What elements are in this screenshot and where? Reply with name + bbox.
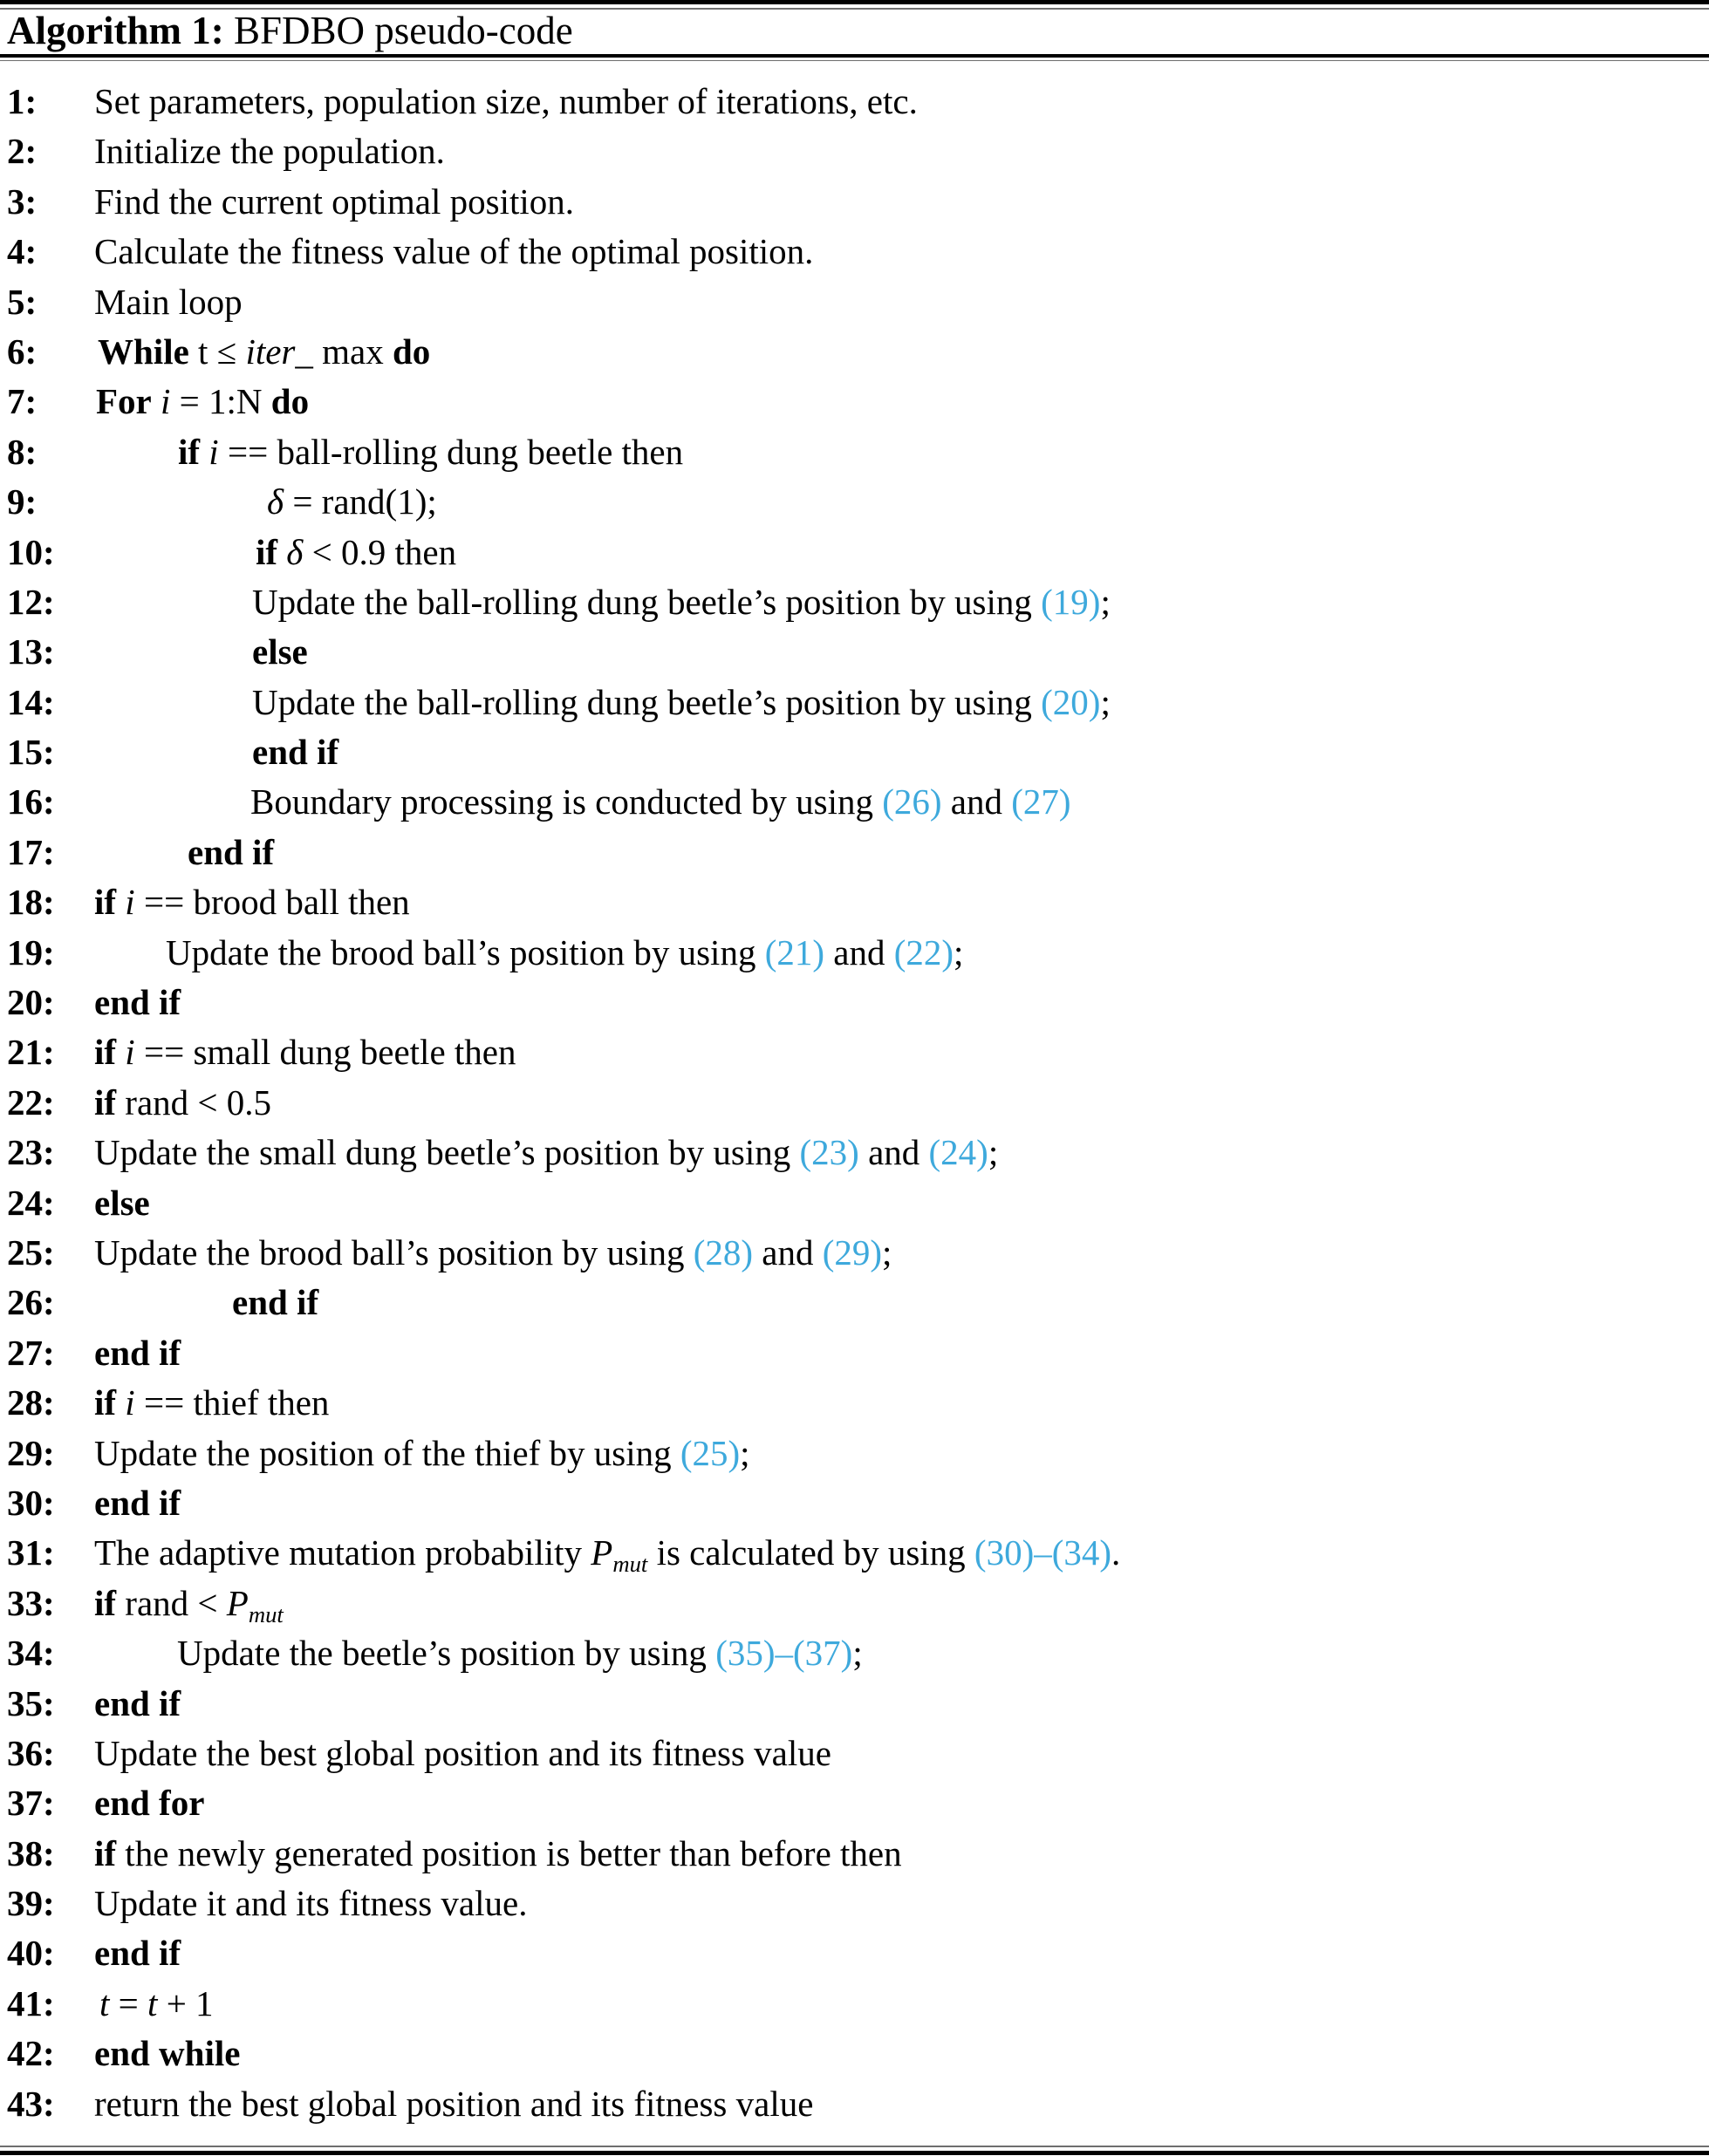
line-number: 9: <box>7 481 38 522</box>
algorithm-body <box>0 77 1709 2129</box>
algorithm-line-34 <box>0 1628 1709 1678</box>
algorithm-line-14 <box>0 678 1709 727</box>
line-content <box>94 1679 181 1729</box>
text-segment: the newly generated position is better than before then <box>116 1832 902 1873</box>
text-segment: end while <box>94 2033 241 2074</box>
text-segment: ; <box>1100 581 1111 622</box>
line-content <box>94 227 813 276</box>
line-content <box>98 327 430 377</box>
line-content <box>94 877 410 927</box>
text-segment: Update the brood ball’s position by using <box>166 931 765 972</box>
algorithm-line-43 <box>0 2079 1709 2129</box>
algorithm-line-5 <box>0 277 1709 327</box>
text-segment: rand < <box>116 1582 227 1623</box>
equation-reference-link[interactable]: (26) <box>882 781 942 822</box>
algorithm-line-41 <box>0 1979 1709 2029</box>
text-segment: t <box>99 1982 110 2023</box>
equation-reference-link[interactable]: (24) <box>928 1132 988 1173</box>
line-content <box>250 777 1071 827</box>
algorithm-line-31 <box>0 1528 1709 1578</box>
line-content <box>94 1478 181 1528</box>
text-segment: t <box>147 1982 158 2023</box>
text-segment: Main loop <box>94 281 243 322</box>
algorithm-line-30 <box>0 1478 1709 1528</box>
text-segment: i <box>116 1382 144 1423</box>
line-number: 5: <box>7 281 38 322</box>
line-content <box>252 577 1111 627</box>
algorithm-line-25 <box>0 1228 1709 1278</box>
text-segment: For <box>96 381 152 422</box>
line-number: 21: <box>7 1032 55 1073</box>
algorithm-label: Algorithm 1: <box>7 9 224 52</box>
text-segment: P <box>591 1532 613 1573</box>
line-number: 19: <box>7 931 55 972</box>
line-number: 31: <box>7 1532 55 1573</box>
algorithm-line-15 <box>0 727 1709 777</box>
text-segment: is calculated by using <box>647 1532 974 1573</box>
line-number: 43: <box>7 2083 55 2124</box>
line-number: 34: <box>7 1633 55 1674</box>
line-number: 30: <box>7 1482 55 1523</box>
line-content <box>94 1928 181 1978</box>
text-segment: end if <box>188 831 275 872</box>
line-number: 41: <box>7 1982 55 2023</box>
text-segment: Update the position of the thief by using <box>94 1432 680 1473</box>
text-segment: end if <box>94 1332 181 1373</box>
text-segment: t ≤ <box>188 331 246 372</box>
text-segment: and <box>858 1132 929 1173</box>
text-segment: Update the beetle’s position by using <box>177 1633 716 1674</box>
algorithm-line-13 <box>0 627 1709 677</box>
text-segment: == thief then <box>143 1382 330 1423</box>
line-content <box>178 427 683 477</box>
line-number: 14: <box>7 681 55 722</box>
line-content <box>252 627 308 677</box>
equation-reference-link[interactable]: (20) <box>1041 681 1101 722</box>
text-segment: Update it and its fitness value. <box>94 1883 528 1924</box>
line-content <box>188 828 274 877</box>
line-number: 38: <box>7 1832 55 1873</box>
text-segment: . <box>1111 1532 1121 1573</box>
equation-reference-link[interactable]: (29) <box>822 1232 883 1272</box>
line-content <box>256 528 456 577</box>
algorithm-line-33 <box>0 1579 1709 1628</box>
algorithm-line-24 <box>0 1178 1709 1228</box>
bottom-rule <box>0 2146 1709 2155</box>
algorithm-line-7 <box>0 377 1709 426</box>
text-segment: == ball-rolling dung beetle then <box>227 431 684 472</box>
algorithm-line-27 <box>0 1328 1709 1378</box>
algorithm-line-20 <box>0 978 1709 1027</box>
text-segment: Find the current optimal position. <box>94 181 575 222</box>
header-separator-rule <box>0 54 1709 61</box>
line-content <box>267 477 437 527</box>
equation-reference-link[interactable]: (28) <box>693 1232 754 1272</box>
line-content <box>94 1879 527 1928</box>
text-segment: if <box>94 1582 117 1623</box>
text-segment: end if <box>232 1282 319 1323</box>
algorithm-line-19 <box>0 928 1709 978</box>
text-segment: end if <box>252 732 339 773</box>
text-segment: = <box>109 1982 148 2023</box>
line-number: 42: <box>7 2033 55 2074</box>
text-segment: end if <box>94 982 181 1023</box>
text-segment: Update the brood ball’s position by using <box>94 1232 694 1272</box>
line-content <box>94 1778 204 1828</box>
line-number: 22: <box>7 1081 55 1122</box>
line-number: 26: <box>7 1282 55 1323</box>
line-content <box>232 1278 318 1327</box>
algorithm-line-36 <box>0 1729 1709 1778</box>
text-segment: ; <box>988 1132 999 1173</box>
text-segment: if <box>94 1832 117 1873</box>
line-number: 27: <box>7 1332 55 1373</box>
algorithm-line-35 <box>0 1679 1709 1729</box>
algorithm-line-1 <box>0 77 1709 126</box>
equation-reference-link[interactable]: (19) <box>1041 581 1101 622</box>
algorithm-line-9 <box>0 477 1709 527</box>
text-segment: if <box>94 1032 117 1073</box>
text-segment: mut <box>612 1551 648 1578</box>
algorithm-line-38 <box>0 1829 1709 1879</box>
algorithm-line-39 <box>0 1879 1709 1928</box>
text-segment: Update the ball-rolling dung beetle’s position by using <box>252 581 1042 622</box>
algorithm-line-40 <box>0 1928 1709 1978</box>
line-number: 33: <box>7 1582 55 1623</box>
algorithm-line-37 <box>0 1778 1709 1828</box>
text-segment: i <box>151 381 180 422</box>
line-content <box>94 1729 831 1778</box>
line-number: 7: <box>7 381 38 422</box>
line-number: 36: <box>7 1732 55 1773</box>
text-segment: = 1:N <box>179 381 271 422</box>
line-number: 6: <box>7 331 38 372</box>
text-segment: The adaptive mutation probability <box>94 1532 591 1573</box>
text-segment: i <box>116 882 144 923</box>
line-content <box>94 77 918 126</box>
line-number: 16: <box>7 781 55 822</box>
equation-reference-link[interactable]: (25) <box>680 1432 741 1473</box>
line-content <box>94 2029 240 2078</box>
line-number: 12: <box>7 581 55 622</box>
line-number: 1: <box>7 81 38 121</box>
line-content <box>94 1078 271 1128</box>
text-segment: Set parameters, population size, number of iterations, etc. <box>94 81 918 121</box>
line-number: 4: <box>7 231 38 272</box>
text-segment: if <box>94 1081 117 1122</box>
algorithm-line-16 <box>0 777 1709 827</box>
algorithm-line-28 <box>0 1378 1709 1428</box>
text-segment: mut <box>248 1600 284 1627</box>
text-segment: end if <box>94 1482 181 1523</box>
text-segment: ; <box>882 1232 892 1272</box>
algorithm-line-4 <box>0 227 1709 276</box>
line-content <box>94 1178 150 1228</box>
line-number: 24: <box>7 1182 55 1223</box>
equation-reference-link[interactable]: (21) <box>764 931 825 972</box>
algorithm-line-12 <box>0 577 1709 627</box>
text-segment: return the best global position and its fitness value <box>94 2083 814 2124</box>
text-segment: == small dung beetle then <box>143 1032 516 1073</box>
text-segment: = rand(1); <box>292 481 437 522</box>
line-number: 28: <box>7 1382 55 1423</box>
line-content <box>166 928 963 978</box>
line-number: 29: <box>7 1432 55 1473</box>
text-segment: P <box>226 1582 249 1623</box>
line-number: 13: <box>7 631 55 672</box>
text-segment: δ <box>277 531 312 572</box>
line-content <box>99 1979 214 2029</box>
algorithm-line-29 <box>0 1429 1709 1478</box>
text-segment: ; <box>954 931 964 972</box>
text-segment: rand < 0.5 <box>116 1081 272 1122</box>
line-content <box>96 377 309 426</box>
line-number: 10: <box>7 531 55 572</box>
text-segment: and <box>941 781 1012 822</box>
algorithm-line-22 <box>0 1078 1709 1128</box>
line-content <box>252 678 1111 727</box>
text-segment: else <box>252 631 308 672</box>
algorithm-line-6 <box>0 327 1709 377</box>
line-number: 2: <box>7 131 38 172</box>
text-segment: do <box>270 381 310 422</box>
line-content <box>94 277 243 327</box>
line-number: 17: <box>7 831 55 872</box>
line-content <box>94 1429 750 1478</box>
text-segment: ; <box>740 1432 750 1473</box>
line-number: 18: <box>7 882 55 923</box>
text-segment: While <box>98 331 189 372</box>
line-content <box>177 1628 863 1678</box>
line-number: 3: <box>7 181 38 222</box>
algorithm-line-18 <box>0 877 1709 927</box>
text-segment: if <box>94 882 117 923</box>
algorithm-line-10 <box>0 528 1709 577</box>
text-segment: if <box>256 531 278 572</box>
line-content <box>94 177 574 227</box>
equation-reference-link[interactable]: (23) <box>799 1132 859 1173</box>
text-segment: Boundary processing is conducted by using <box>250 781 883 822</box>
text-segment: and <box>753 1232 823 1272</box>
line-number: 8: <box>7 431 38 472</box>
equation-reference-link[interactable]: (30)–(34) <box>974 1532 1112 1573</box>
algorithm-title: BFDBO pseudo-code <box>223 9 573 52</box>
line-number: 35: <box>7 1682 55 1723</box>
text-segment: do <box>392 331 431 372</box>
line-content <box>94 2079 813 2129</box>
text-segment: < 0.9 then <box>311 531 457 572</box>
line-content <box>94 1027 516 1077</box>
text-segment: Calculate the fitness value of the optimal position. <box>94 231 814 272</box>
equation-reference-link[interactable]: (27) <box>1011 781 1071 822</box>
text-segment: else <box>94 1182 150 1223</box>
line-content <box>94 1378 329 1428</box>
line-content <box>94 1829 902 1879</box>
text-segment: i <box>200 431 228 472</box>
equation-reference-link[interactable]: (22) <box>893 931 954 972</box>
line-content <box>94 1228 892 1278</box>
algorithm-line-23 <box>0 1128 1709 1177</box>
text-segment: iter <box>245 331 296 372</box>
line-content <box>94 1128 998 1177</box>
text-segment: i <box>116 1032 144 1073</box>
line-number: 15: <box>7 732 55 773</box>
algorithm-line-26 <box>0 1278 1709 1327</box>
text-segment: end if <box>94 1682 181 1723</box>
text-segment: _ max <box>295 331 393 372</box>
line-number: 37: <box>7 1783 55 1824</box>
line-content <box>94 1328 181 1378</box>
algorithm-line-42 <box>0 2029 1709 2078</box>
line-number: 25: <box>7 1232 55 1272</box>
text-segment: ; <box>852 1633 863 1674</box>
text-segment: ; <box>1100 681 1111 722</box>
text-segment: end if <box>94 1933 181 1974</box>
line-number: 40: <box>7 1933 55 1974</box>
algorithm-line-17 <box>0 828 1709 877</box>
line-number: 23: <box>7 1132 55 1173</box>
line-content <box>252 727 338 777</box>
line-number: 39: <box>7 1883 55 1924</box>
equation-reference-link[interactable]: (35)–(37) <box>715 1633 853 1674</box>
algorithm-line-3 <box>0 177 1709 227</box>
text-segment: end for <box>94 1783 205 1824</box>
algorithm-line-8 <box>0 427 1709 477</box>
text-segment: if <box>178 431 201 472</box>
text-segment: if <box>94 1382 117 1423</box>
algorithm-line-2 <box>0 126 1709 176</box>
line-number: 20: <box>7 982 55 1023</box>
text-segment: Update the ball-rolling dung beetle’s position by using <box>252 681 1042 722</box>
text-segment: Update the best global position and its fitness value <box>94 1732 831 1773</box>
algorithm-header <box>7 9 1702 52</box>
text-segment: Initialize the population. <box>94 131 445 172</box>
text-segment: + 1 <box>157 1982 214 2023</box>
text-segment: δ <box>267 481 293 522</box>
text-segment: Update the small dung beetle’s position by using <box>94 1132 800 1173</box>
line-content <box>94 126 445 176</box>
line-content <box>94 978 181 1027</box>
algorithm-line-21 <box>0 1027 1709 1077</box>
text-segment: == brood ball then <box>143 882 410 923</box>
text-segment: and <box>824 931 894 972</box>
